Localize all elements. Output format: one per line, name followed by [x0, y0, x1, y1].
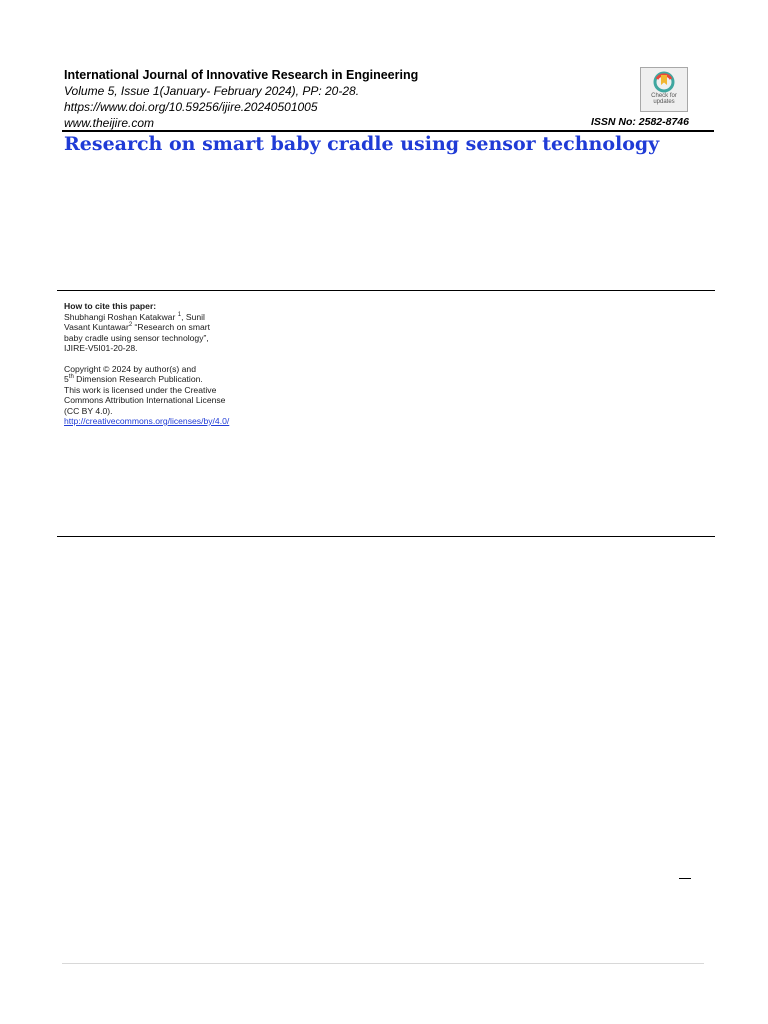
citation-top-rule [57, 290, 715, 291]
author-1: Shubhangi Roshan Katakwar [64, 311, 176, 322]
license-link[interactable]: http://creativecommons.org/licenses/by/4.0/ [64, 416, 230, 426]
citation-heading: How to cite this paper: [64, 301, 157, 311]
citation-bottom-rule [57, 536, 715, 537]
copyright-text [64, 364, 234, 427]
author-2-affiliation: 2 [128, 322, 133, 329]
copyright-line-2: Dimension Research Publication. [73, 374, 203, 384]
header-rule [62, 130, 714, 132]
doi-link[interactable]: https://www.doi.org/10.59256/ijire.20240501005 [64, 100, 318, 114]
copyright-line-5: (CC BY 4.0). [64, 405, 113, 416]
copyright-edition: 5 [64, 374, 69, 384]
website-link[interactable]: www.theijire.com [64, 116, 155, 130]
citation-text [64, 312, 234, 354]
paper-title: Research on smart baby cradle using sensor technology [64, 133, 660, 155]
check-for-updates-badge[interactable] [640, 67, 688, 112]
volume-issue: Volume 5, Issue 1(January- February 2024), PP: 20-28. [64, 84, 360, 98]
author-1-affiliation: 1 [177, 311, 182, 318]
journal-name: International Journal of Innovative Research in Engineering [64, 68, 419, 82]
copyright-edition-suffix: th [68, 374, 74, 381]
badge-text-line-1: Check for [651, 93, 677, 99]
author-2: Vasant Kuntawar [64, 322, 129, 332]
copyright-line-1: Copyright © 2024 by author(s) and [64, 363, 196, 374]
copyright-line-3: This work is licensed under the Creative [64, 384, 217, 395]
citation-block [64, 301, 234, 427]
badge-text-line-2: updates [653, 99, 675, 105]
copyright-line-4: Commons Attribution International License [64, 395, 226, 405]
citation-title-rest: baby cradle using sensor technology”, [64, 332, 209, 343]
footer-rule [62, 963, 704, 964]
citation-comma: , Sunil [181, 311, 205, 322]
issn-number: ISSN No: 2582-8746 [590, 116, 689, 128]
check-for-updates-icon [653, 71, 675, 93]
citation-id: IJIRE-V5I01-20-28. [64, 343, 138, 353]
page-dash [679, 878, 691, 879]
citation-title-part: “Research on smart [132, 322, 211, 332]
